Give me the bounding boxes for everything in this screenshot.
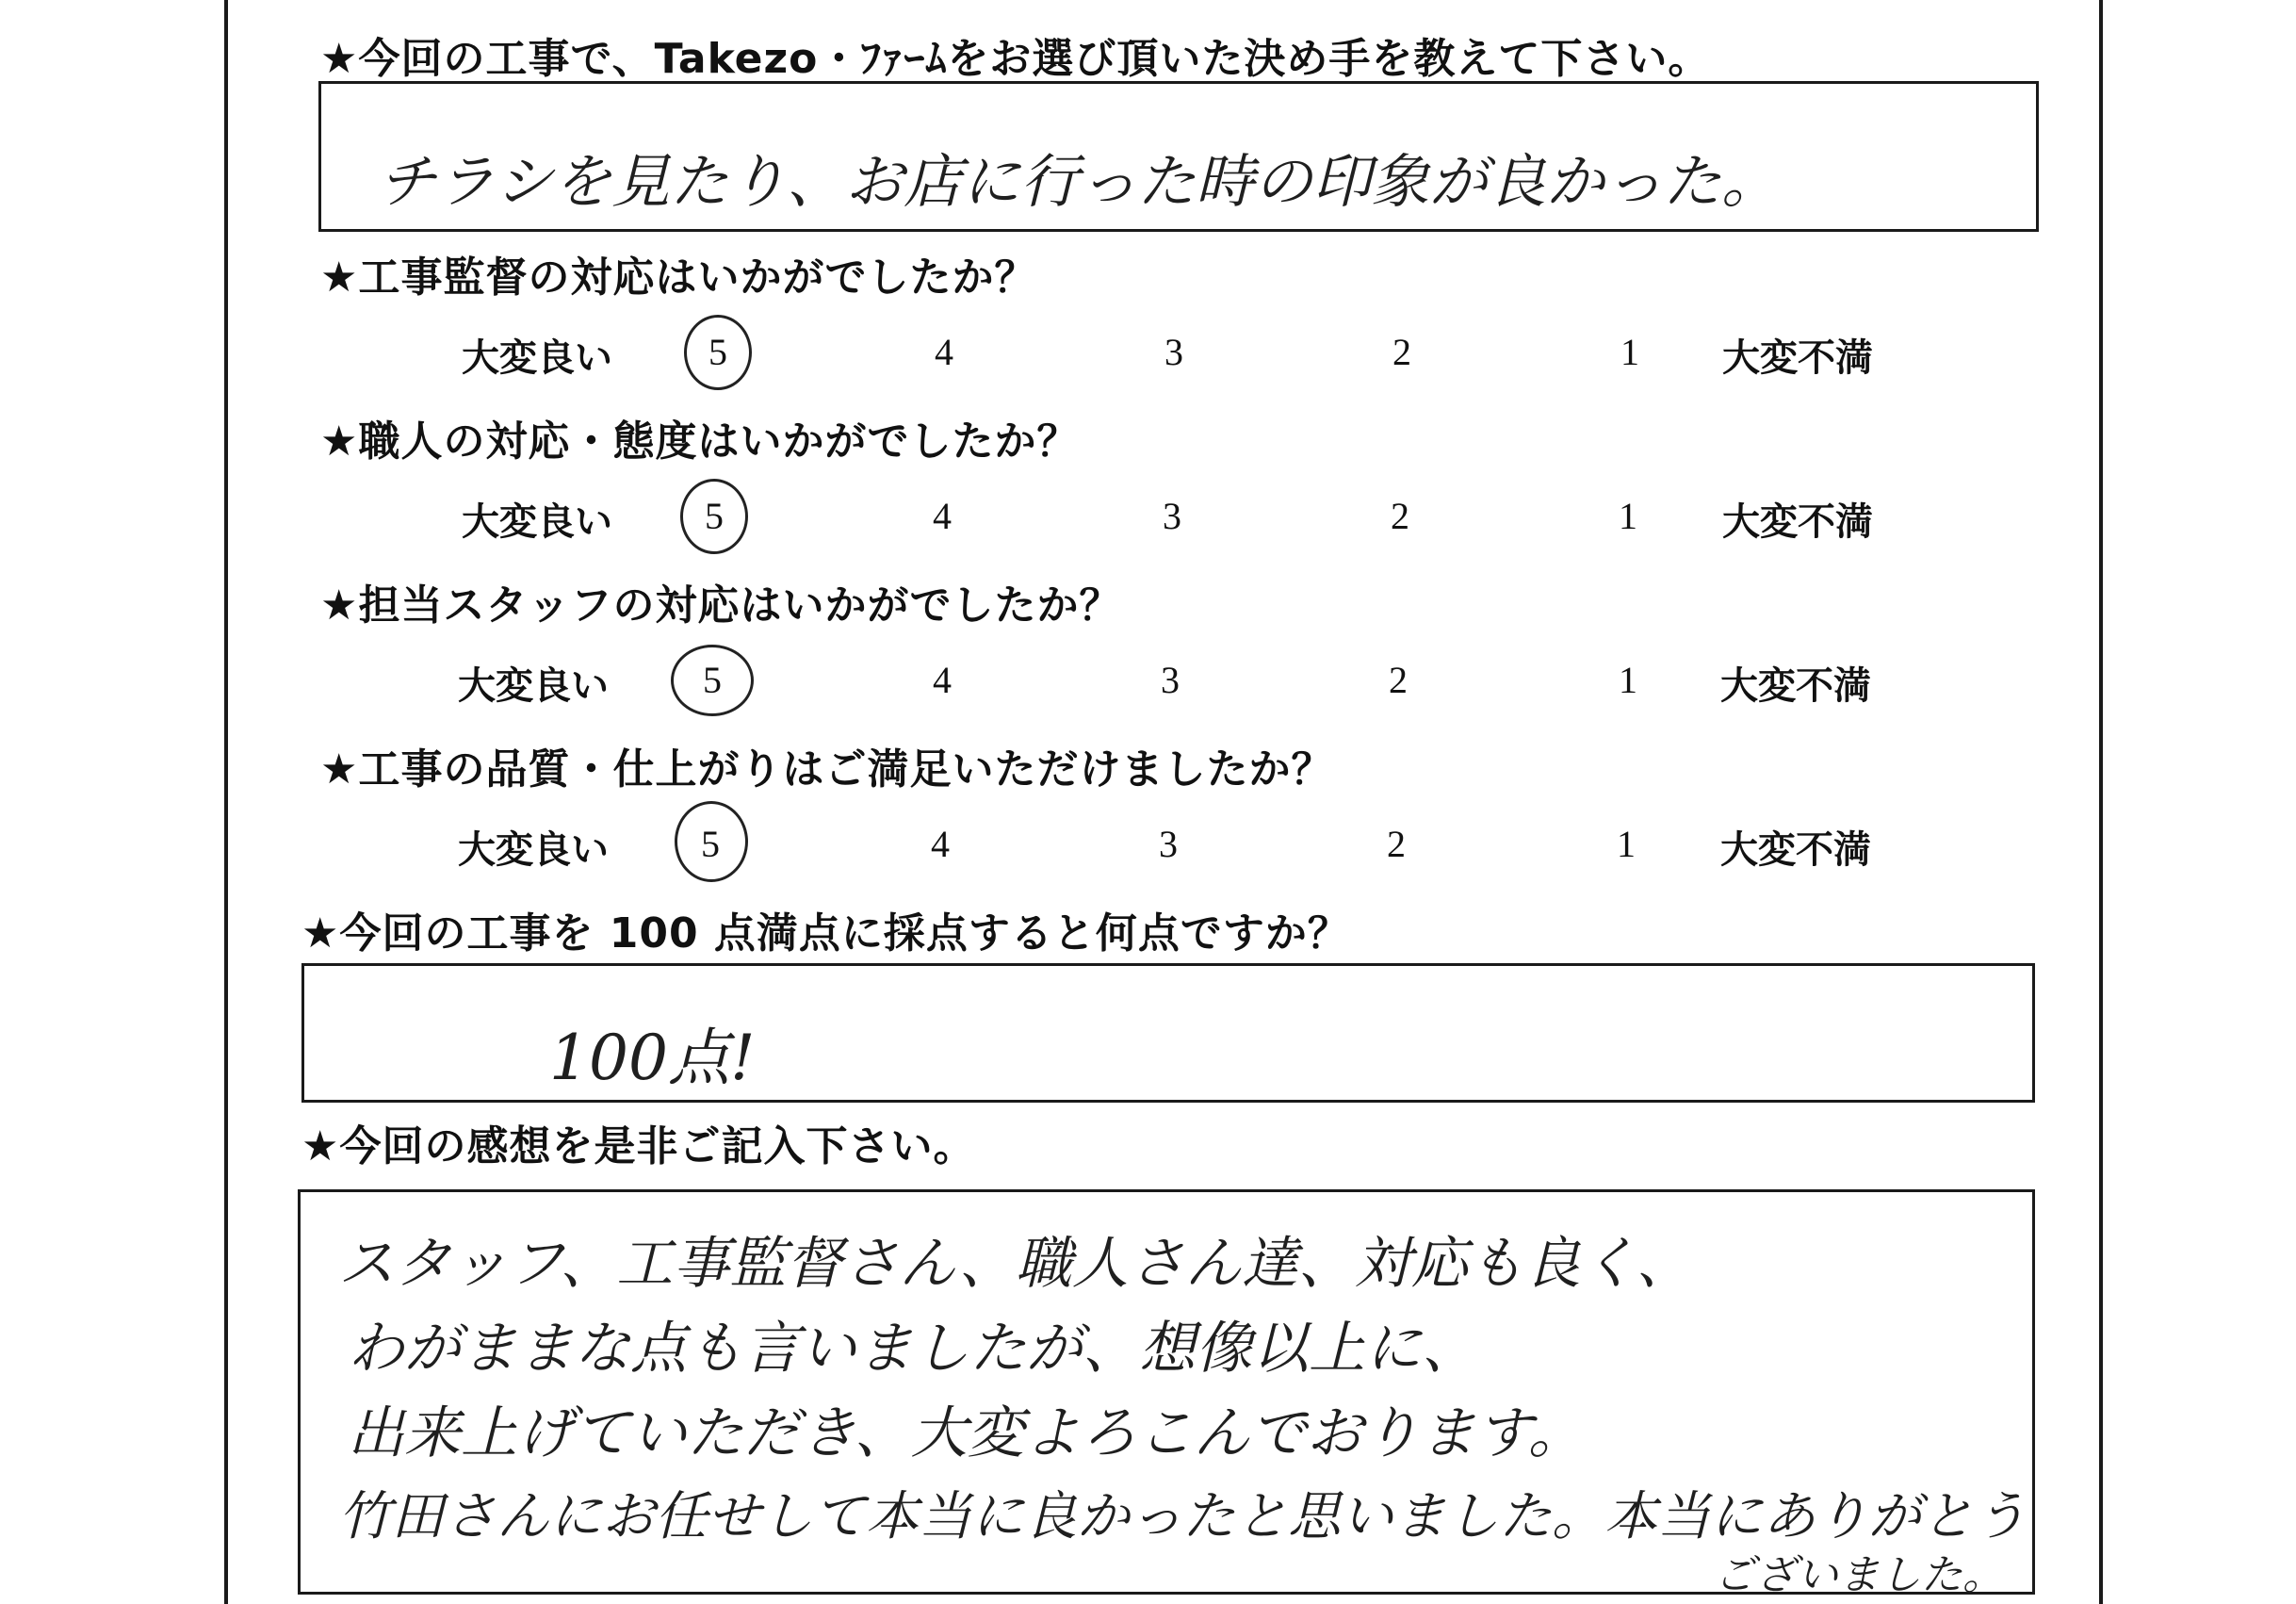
rating-2[interactable]: 2 [1387,823,1406,865]
label-very-good: 大変良い [458,664,609,708]
label-very-dissatisfied: 大変不満 [1720,828,1871,872]
question-staff: ★担当スタッフの対応はいかがでしたか？ [320,581,1122,630]
comment-line-2: わがままな点も言いましたが、想像以上に、 [348,1316,1478,1382]
question-craftsmen: ★職人の対応・態度はいかがでしたか？ [320,417,1080,466]
rating-row-staff [0,648,2296,733]
rating-4[interactable]: 4 [931,823,950,865]
rating-4[interactable]: 4 [935,331,953,373]
label-very-good: 大変良い [462,336,612,380]
rating-5[interactable]: 5 [703,659,722,701]
question-score: ★今回の工事を 100 点満点に採点すると何点ですか？ [301,909,1350,957]
label-very-dissatisfied: 大変不満 [1720,664,1871,708]
answer-box-score [301,963,2035,1103]
rating-1[interactable]: 1 [1619,495,1637,537]
right-border [2099,0,2103,1604]
label-very-dissatisfied: 大変不満 [1722,336,1873,380]
rating-3[interactable]: 3 [1159,823,1178,865]
rating-2[interactable]: 2 [1389,659,1408,701]
question-reason: ★今回の工事で、Takezo・ﾌｧｰﾑをお選び頂いた決め手を教えて下さい。 [320,35,1711,83]
comment-line-3: 出来上げていただき、大変よろこんでおります。 [348,1400,1585,1466]
answer-reason: チラシを見たり、お店に行った時の印象が良かった。 [378,147,1781,216]
rating-3[interactable]: 3 [1161,659,1180,701]
rating-row-quality [0,812,2296,897]
rating-row-supervisor [0,320,2296,405]
rating-1[interactable]: 1 [1620,331,1639,373]
label-very-dissatisfied: 大変不満 [1722,500,1873,544]
comment-line-4: 竹田さんにお任せして本当に良かったと思いました。本当にありがとう [338,1486,2027,1547]
rating-5[interactable]: 5 [705,495,724,537]
left-border [224,0,228,1604]
label-very-good: 大変良い [462,500,612,544]
rating-5[interactable]: 5 [701,823,720,865]
answer-score: 100点! [549,1022,756,1094]
rating-3[interactable]: 3 [1163,495,1181,537]
rating-row-craftsmen [0,484,2296,569]
answer-box-comments [298,1189,2035,1599]
rating-3[interactable]: 3 [1164,331,1183,373]
rating-4[interactable]: 4 [933,495,952,537]
label-very-good: 大変良い [458,828,609,872]
comment-line-5: ございました。 [1714,1551,2004,1599]
rating-1[interactable]: 1 [1617,823,1636,865]
rating-4[interactable]: 4 [933,659,952,701]
rating-5[interactable]: 5 [708,331,727,373]
question-quality: ★工事の品質・仕上がりはご満足いただけましたか？ [320,745,1334,794]
comment-line-1: スタッフ、工事監督さん、職人さん達、対応も良く、 [338,1231,1693,1297]
question-comments: ★今回の感想を是非ご記入下さい。 [301,1122,976,1170]
answer-box-reason [318,81,2039,232]
question-supervisor: ★工事監督の対応はいかがでしたか？ [320,254,1037,302]
rating-2[interactable]: 2 [1391,495,1409,537]
rating-1[interactable]: 1 [1619,659,1637,701]
rating-2[interactable]: 2 [1392,331,1411,373]
